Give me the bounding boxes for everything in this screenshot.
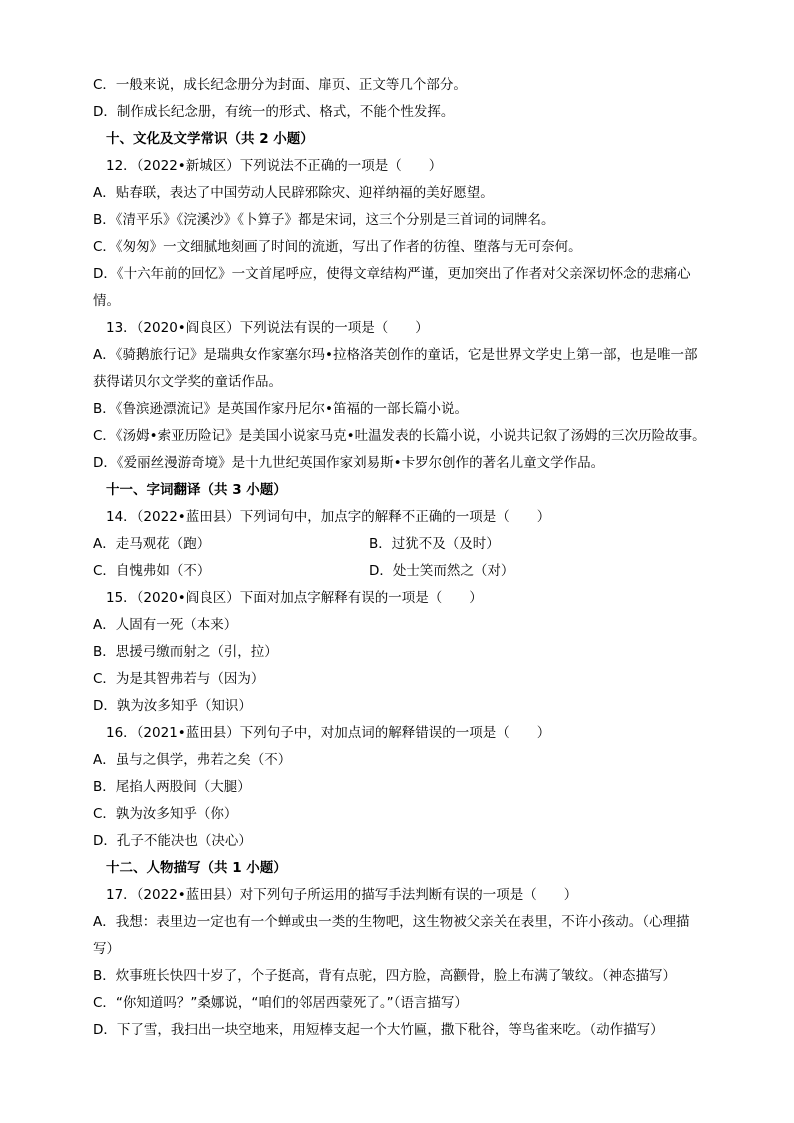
option-a: A．我想：表里边一定也有一个蝉或虫一类的生物吧，这生物被父亲关在表里，不许小孩动。（心理描 [93, 914, 690, 930]
option-a-continued: 写） [93, 941, 120, 957]
option-d: D．制作成长纪念册，有统一的形式、格式，不能个性发挥。 [93, 104, 455, 120]
option-a: A．人固有一死（本来） [93, 617, 238, 633]
option-d: D．处士笑而然之（对） [369, 563, 515, 579]
option-c: C．《匆匆》一文细腻地刻画了时间的流逝，写出了作者的彷徨、堕落与无可奈何。 [93, 239, 582, 255]
option-b: B．过犹不及（及时） [369, 536, 500, 552]
question-stem: 15．（2020•阎良区）下面对加点字解释有误的一项是（ ） [106, 590, 483, 606]
option-b: B．炊事班长快四十岁了，个子挺高，背有点驼，四方脸，高颧骨，脸上布满了皱纹。（神态描写） [93, 968, 677, 984]
question-stem: 13．（2020•阎良区）下列说法有误的一项是（ ） [106, 320, 429, 336]
question-stem: 16．（2021•蓝田县）下列句子中，对加点词的解释错误的一项是（ ） [106, 725, 551, 741]
option-d: D．下了雪，我扫出一块空地来，用短棒支起一个大竹匾，撒下秕谷，等鸟雀来吃。（动作描写） [93, 1022, 664, 1038]
question-stem: 14．（2022•蓝田县）下列词句中，加点字的解释不正确的一项是（ ） [106, 509, 551, 525]
option-b: B．《鲁滨逊漂流记》是英国作家丹尼尔•笛福的一部长篇小说。 [93, 401, 468, 417]
option-d: D．《爱丽丝漫游奇境》是十九世纪英国作家刘易斯•卡罗尔创作的著名儿童文学作品。 [93, 455, 605, 471]
section-heading: 十二、人物描写（共 1 小题） [106, 860, 287, 876]
option-d-continued: 情。 [93, 293, 120, 309]
option-a: A．《骑鹅旅行记》是瑞典女作家塞尔玛•拉格洛芙创作的童话，它是世界文学史上第一部，也是唯一部 [93, 347, 698, 363]
option-c: C．为是其智弗若与（因为） [93, 671, 265, 687]
option-a-continued: 获得诺贝尔文学奖的童话作品。 [93, 374, 282, 390]
question-stem: 17．（2022•蓝田县）对下列句子所运用的描写手法判断有误的一项是（ ） [106, 887, 578, 903]
option-c: C．《汤姆•索亚历险记》是美国小说家马克•吐温发表的长篇小说，小说共记叙了汤姆的三次历险故事。 [93, 428, 706, 444]
section-heading: 十一、字词翻译（共 3 小题） [106, 482, 287, 498]
option-d: D．孰为汝多知乎（知识） [93, 698, 252, 714]
option-b: B．思援弓缴而射之（引，拉） [93, 644, 278, 660]
option-c: C．孰为汝多知乎（你） [93, 806, 238, 822]
option-a: A．贴春联，表达了中国劳动人民辟邪除灾、迎祥纳福的美好愿望。 [93, 185, 494, 201]
option-b: B．尾掐人两股间（大腿） [93, 779, 251, 795]
option-d: D．《十六年前的回忆》一文首尾呼应，使得文章结构严谨，更加突出了作者对父亲深切怀念的悲痛心 [93, 266, 691, 282]
question-stem: 12．（2022•新城区）下列说法不正确的一项是（ ） [106, 158, 443, 174]
option-a: A．虽与之俱学，弗若之矣（不） [93, 752, 292, 768]
section-heading: 十、文化及文学常识（共 2 小题） [106, 131, 314, 147]
option-c: C．自愧弗如（不） [93, 563, 211, 579]
option-b: B．《清平乐》《浣溪沙》《卜算子》都是宋词，这三个分别是三首词的词牌名。 [93, 212, 555, 228]
option-c: C．“你知道吗？”桑娜说，“咱们的邻居西蒙死了。”（语言描写） [93, 995, 468, 1011]
option-c: C．一般来说，成长纪念册分为封面、扉页、正文等几个部分。 [93, 77, 467, 93]
option-a: A．走马观花（跑） [93, 536, 211, 552]
option-d: D．孔子不能决也（决心） [93, 833, 252, 849]
